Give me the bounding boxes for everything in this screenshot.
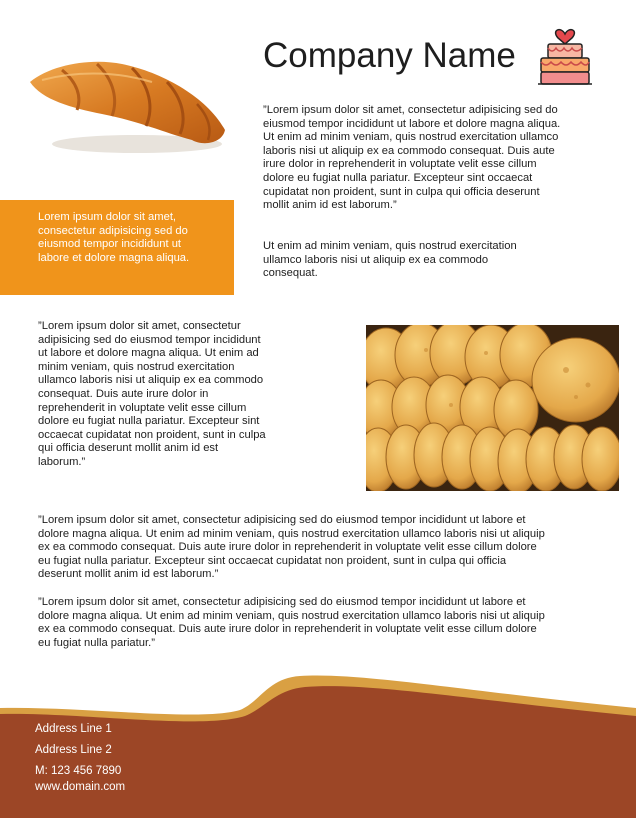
- highlight-text: Lorem ipsum dolor sit amet, consectetur adipisicing sed do eiusmod tempor incididunt ut labore et dolore magna aliqua.: [38, 211, 190, 264]
- body-paragraph-2: ”Lorem ipsum dolor sit amet, consectetur adipisicing sed do eiusmod tempor incididunt ut labore et dolore magna aliqua. Ut enim ad minim veniam, quis nostrud exercitation ullamco laboris nisi ut aliquip ex ea commodo consequat. Duis aute irure dolor in reprehenderit in voluptate velit esse cillum dolore eu fugiat nulla pariatur.”: [38, 596, 545, 649]
- body-paragraph-1: ”Lorem ipsum dolor sit amet, consectetur adipisicing sed do eiusmod tempor incididunt ut labore et dolore magna aliqua. Ut enim ad minim veniam, quis nostrud exercitation ullamco laboris nisi ut aliquip ex ea commodo consequat. Duis aute irure dolor in reprehenderit in voluptate velit esse cillum dolore eu fugiat nulla pariatur. Excepteur sint occaecat cupidatat non proident, sunt in culpa qui officia deserunt mollit anim id est laborum.”: [38, 514, 545, 581]
- address-line-2: Address Line 2: [35, 744, 112, 756]
- middle-paragraph: ”Lorem ipsum dolor sit amet, consectetur adipisicing sed do eiusmod tempor incididunt ut labore et dolore magna aliqua. Ut enim ad minim veniam, quis nostrud exercitation ullamco laboris nisi ut aliquip ex ea commodo consequat. Duis aute irure dolor in reprehenderit in voluptate velit esse cillum dolore eu fugiat nulla pariatur. Excepteur sint occaecat cupidatat non proident, sunt in culpa qui officia deserunt mollit anim id est laborum.”: [38, 320, 266, 468]
- intro-paragraph-2: Ut enim ad minim veniam, quis nostrud exercitation ullamco laboris nisi ut aliquip ex ea commodo consequat.: [263, 240, 517, 280]
- intro-paragraph-1: ”Lorem ipsum dolor sit amet, consectetur adipisicing sed do eiusmod tempor incididunt ut labore et dolore magna aliqua. Ut enim ad minim veniam, quis nostrud exercitation ullamco laboris nisi ut aliquip ex ea commodo consequat. Duis aute irure dolor in reprehenderit in voluptate velit esse cillum dolore eu fugiat nulla pariatur. Excepteur sint occaecat cupidatat non proident, sunt in culpa qui officia deserunt mollit anim id est laborum.”: [263, 104, 561, 212]
- cake-icon: [536, 24, 594, 90]
- website-link[interactable]: www.domain.com: [35, 781, 126, 793]
- croissant-image: [22, 52, 232, 157]
- phone-number: M: 123 456 7890: [35, 765, 122, 777]
- address-line-1: Address Line 1: [35, 723, 112, 735]
- company-name: Company Name: [263, 36, 516, 75]
- cookies-image: [366, 325, 619, 491]
